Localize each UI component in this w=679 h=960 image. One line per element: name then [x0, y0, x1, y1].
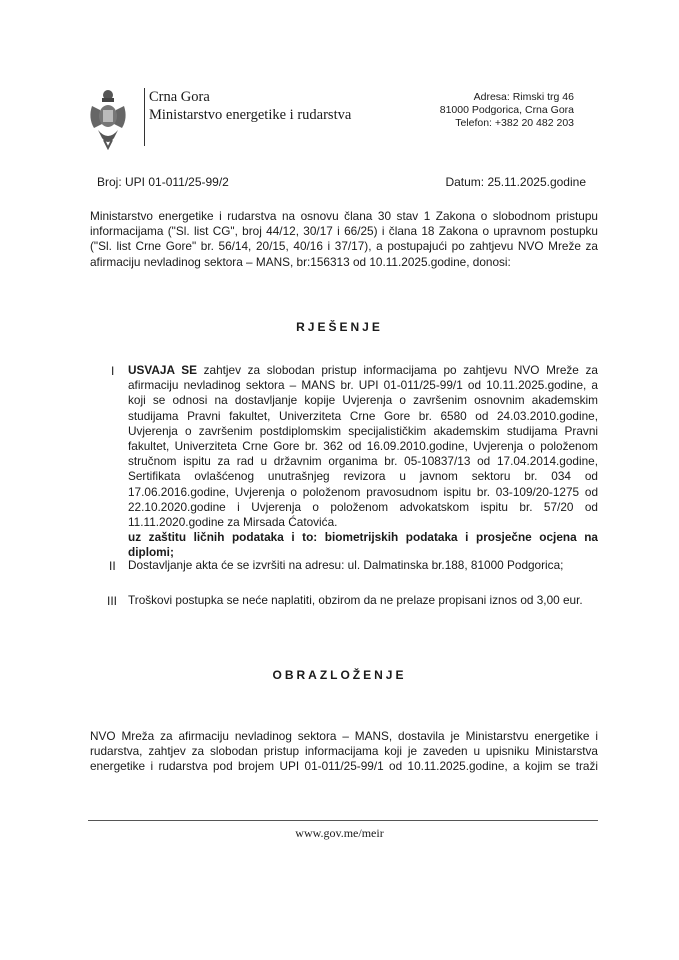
- item-numeral: III: [107, 594, 118, 608]
- address-block: [440, 91, 574, 130]
- reference-number: Broj: UPI 01-011/25-99/2: [97, 175, 229, 189]
- intro-paragraph: Ministarstvo energetike i rudarstva na osnovu člana 30 stav 1 Zakona o slobodnom pristupu informacijama ("Sl. list CG", broj 44/12, 30/17 i 66/25) i člana 18 Zakona o upravnom postupku ("Sl. list Crne Gore" br. 56/14, 20/15, 40/16 i 37/17), a postupajući po zahtjevu NVO Mreže za afirmaciju nevladinog sektora – MANS, br:156313 od 10.11.2025.godine, donosi:: [90, 209, 598, 269]
- decision-item-3: Troškovi postupka se neće naplatiti, obzirom da ne prelaze propisani iznos od 3,00 eur.: [128, 593, 583, 607]
- decision-title: RJEŠENJE: [296, 320, 383, 334]
- header-divider: [144, 88, 145, 146]
- decision-item-1: [128, 363, 598, 561]
- item-lead: USVAJA SE: [128, 363, 197, 377]
- address-line-2: 81000 Podgorica, Crna Gora: [439, 104, 574, 116]
- coat-of-arms-logo: [88, 88, 128, 150]
- phone: Telefon: +382 20 482 203: [455, 117, 574, 129]
- address-line-1: Adresa: Rimski trg 46: [473, 91, 574, 103]
- reasoning-paragraph: NVO Mreža za afirmaciju nevladinog sektora – MANS, dostavila je Ministarstvu energetike i rudarstva, zahtjev za slobodan pristup informacijama koji je zaveden u upisniku Ministarstva energetike i rudarstva pod brojem UPI 01-011/25-99/1 od 10.11.2025.godine, a kojim se traži: [90, 729, 598, 774]
- country-name: Crna Gora: [149, 89, 210, 105]
- item-note: uz zaštitu ličnih podataka i to: biometrijskih podataka i prosječne ocjena na diplomi;: [128, 530, 598, 560]
- decision-item-2: Dostavljanje akta će se izvršiti na adresu: ul. Dalmatinska br.188, 81000 Podgorica;: [128, 558, 564, 572]
- reasoning-title: OBRAZLOŽENJE: [272, 668, 407, 682]
- document-date: Datum: 25.11.2025.godine: [445, 175, 586, 189]
- ministry-name: Ministarstvo energetike i rudarstva: [149, 107, 352, 123]
- footer-divider: [88, 820, 598, 821]
- item-numeral: II: [109, 559, 116, 573]
- item-text: zahtjev za slobodan pristup informacijama po zahtjevu NVO Mreže za afirmaciju nevladinog sektora – MANS br. UPI 01-011/25-99/1 od 10.11.2025.godine, a koji se odnosi na dostavljanje kopije Uvjerenja o završenim osnovnim akademskim studijama Pravni fakultet, Univerziteta Crne Gore br. 6580 od 24.03.2010.godine, Uvjerenja o završenim postdiplomskim specijalističkim akademskim studijama Pravni fakultet, Univerziteta Crne Gore br. 362 od 16.09.2010.godine, Uvjerenja o položenom stručnom ispitu za rad u državnim organima br. 05-10837/13 od 17.04.2014.godine, Sertifikata ovlašćenog unutrašnjeg revizora u javnom sektoru br. 034 od 17.06.2016.godine, Uvjerenja o položenom pravosudnom ispitu br. 03-109/20-1275 od 22.10.2020.godine i Uvjerenja o položenom advokatskom ispitu br. 57/20 od 11.11.2020.godine za Mirsada Ćatovića.: [128, 363, 598, 530]
- item-numeral: I: [111, 364, 115, 378]
- footer-website[interactable]: www.gov.me/meir: [295, 826, 384, 840]
